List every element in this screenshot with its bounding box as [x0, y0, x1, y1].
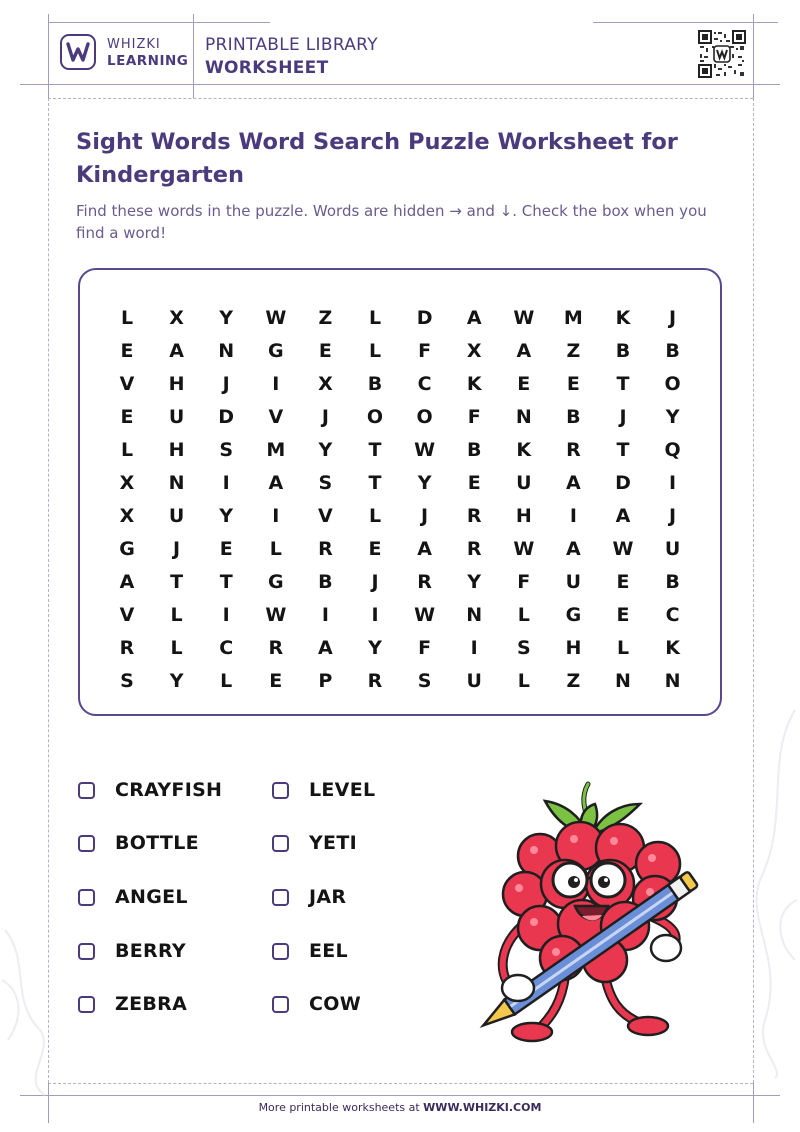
grid-letter: B [615, 340, 631, 362]
grid-letter: U [168, 406, 185, 428]
grid-letter: A [466, 307, 482, 329]
grid-letter: Y [219, 505, 234, 527]
grid-letter: N [615, 670, 631, 692]
grid-letter: V [119, 373, 135, 395]
grid-letter: T [170, 571, 184, 593]
raspberry-mascot-icon [470, 776, 720, 1056]
word-item[interactable] [78, 938, 186, 964]
grid-letter: E [318, 340, 332, 362]
grid-letter: I [272, 373, 280, 395]
grid-letter: F [467, 406, 481, 428]
grid-letter: B [466, 439, 482, 461]
grid-letter: B [318, 571, 333, 593]
grid-letter: T [368, 472, 382, 494]
grid-letter: K [665, 637, 680, 659]
brand-name-line1: WHIZKI [107, 37, 161, 52]
grid-letter: A [119, 571, 135, 593]
word-checkbox[interactable] [272, 996, 289, 1013]
whizki-w-logo-icon [66, 41, 90, 63]
grid-letter: E [368, 538, 382, 560]
grid-letter: J [669, 307, 677, 329]
grid-letter: F [418, 340, 432, 362]
grid-letter: L [616, 637, 630, 659]
word-label: BERRY [115, 940, 186, 962]
grid-letter: K [516, 439, 532, 461]
grid-letter: G [565, 604, 582, 626]
grid-letter: A [169, 340, 184, 362]
page-bottom-dashed-border [48, 1083, 753, 1084]
grid-letter: Y [219, 307, 234, 329]
whizki-logo [60, 34, 96, 70]
grid-letter: S [120, 670, 134, 692]
header-right-edge [753, 14, 754, 98]
word-checkbox[interactable] [272, 835, 289, 852]
grid-letter: Q [664, 439, 681, 461]
grid-letter: C [219, 637, 234, 659]
grid-letter: E [616, 571, 630, 593]
grid-letter: R [119, 637, 135, 659]
word-item[interactable] [78, 830, 199, 856]
grid-letter: K [615, 307, 631, 329]
header-left-edge [48, 14, 49, 98]
grid-letter: N [515, 406, 532, 428]
grid-letter: Y [417, 472, 432, 494]
header-divider [193, 14, 194, 98]
grid-letter: A [615, 505, 631, 527]
grid-letter: M [563, 307, 583, 329]
grid-letter: N [168, 472, 185, 494]
grid-letter: Z [318, 307, 333, 329]
word-checkbox[interactable] [78, 835, 95, 852]
word-label: YETI [309, 832, 357, 854]
word-item[interactable] [272, 938, 348, 964]
grid-letter: L [170, 637, 183, 659]
grid-letter: Y [318, 439, 333, 461]
grid-letter: H [168, 439, 185, 461]
grid-letter: X [318, 373, 333, 395]
qr-code-icon [698, 30, 746, 78]
worksheet-title: Sight Words Word Search Puzzle Worksheet for Kindergarten [76, 129, 678, 188]
grid-letter: D [615, 472, 631, 494]
grid-letter: E [517, 373, 531, 395]
grid-letter: U [664, 538, 681, 560]
grid-letter: W [414, 439, 436, 461]
grid-letter: Y [169, 670, 184, 692]
grid-letter: T [219, 571, 233, 593]
grid-letter: T [616, 373, 630, 395]
grid-letter: H [168, 373, 185, 395]
word-checkbox[interactable] [272, 889, 289, 906]
grid-letter: B [665, 340, 680, 362]
grid-letter: J [669, 505, 677, 527]
grid-letter: A [318, 637, 333, 659]
grid-letter: J [619, 406, 627, 428]
grid-letter: L [368, 340, 382, 362]
grid-letter: Z [566, 340, 581, 362]
grid-letter: Y [665, 406, 680, 428]
grid-letter: O [366, 406, 384, 428]
word-label: BOTTLE [115, 832, 199, 854]
word-item[interactable] [272, 991, 361, 1017]
word-label: CRAYFISH [115, 779, 223, 801]
grid-letter: L [517, 604, 530, 626]
grid-letter: L [220, 670, 233, 692]
word-checkbox[interactable] [78, 996, 95, 1013]
header-top-line-right [593, 22, 778, 23]
word-label: ZEBRA [115, 993, 188, 1015]
grid-letter: I [272, 505, 280, 527]
word-item[interactable] [78, 884, 188, 910]
word-item[interactable] [272, 777, 375, 803]
grid-letter: R [466, 538, 482, 560]
word-item[interactable] [78, 777, 222, 803]
grid-letter: I [470, 637, 478, 659]
grid-letter: G [119, 538, 135, 560]
header-bottom-line [20, 84, 780, 85]
grid-letter: J [421, 505, 429, 527]
grid-letter: I [321, 604, 329, 626]
word-label: ANGEL [115, 886, 188, 908]
grid-letter: J [321, 406, 329, 428]
grid-letter: I [222, 604, 230, 626]
word-checkbox[interactable] [78, 782, 95, 799]
grid-letter: B [566, 406, 581, 428]
grid-letter: R [566, 439, 581, 461]
grid-letter: U [168, 505, 185, 527]
grid-letter: I [222, 472, 230, 494]
grid-letter: W [265, 604, 287, 626]
grid-letter: S [219, 439, 234, 461]
grid-letter: S [417, 670, 432, 692]
grid-letter: S [516, 637, 531, 659]
grid-letter: A [268, 472, 284, 494]
grid-letter: E [219, 538, 233, 560]
grid-letter: T [368, 439, 382, 461]
grid-letter: F [517, 571, 531, 593]
grid-letter: K [466, 373, 482, 395]
grid-letter: E [269, 670, 283, 692]
grid-letter: A [566, 472, 581, 494]
word-checkbox[interactable] [78, 889, 95, 906]
word-item[interactable] [272, 830, 357, 856]
word-label: LEVEL [309, 779, 376, 801]
grid-letter: W [265, 307, 287, 329]
grid-letter: T [616, 439, 630, 461]
grid-letter: I [569, 505, 577, 527]
grid-letter: E [467, 472, 481, 494]
grid-letter: N [466, 604, 483, 626]
grid-letter: G [267, 340, 284, 362]
page-top-dashed-border [48, 98, 753, 99]
grid-letter: X [466, 340, 482, 362]
grid-letter: B [665, 571, 680, 593]
grid-letter: E [120, 406, 134, 428]
grid-letter: J [173, 538, 181, 560]
word-item[interactable] [272, 884, 346, 910]
grid-letter: R [367, 670, 383, 692]
grid-letter: X [119, 472, 135, 494]
grid-letter: A [417, 538, 432, 560]
grid-letter: U [516, 472, 532, 494]
grid-letter: W [612, 538, 634, 560]
grid-letter: L [269, 538, 282, 560]
grid-letter: W [513, 307, 535, 329]
footer-prefix: More printable worksheets at [258, 1101, 424, 1114]
grid-letter: F [418, 637, 432, 659]
grid-letter: D [218, 406, 235, 428]
grid-letter: V [119, 604, 135, 626]
grid-letter: I [371, 604, 379, 626]
grid-letter: Z [566, 670, 581, 692]
grid-letter: I [669, 472, 677, 494]
grid-letter: C [665, 604, 680, 626]
header-top-line [48, 22, 270, 23]
footer-text [0, 1101, 800, 1114]
grid-letter: C [417, 373, 432, 395]
grid-letter: L [120, 439, 134, 461]
grid-letter: S [318, 472, 333, 494]
word-checkbox[interactable] [78, 943, 95, 960]
grid-letter: R [417, 571, 432, 593]
grid-letter: W [414, 604, 436, 626]
grid-letter: V [268, 406, 284, 428]
grid-letter: E [120, 340, 134, 362]
grid-letter: A [516, 340, 532, 362]
grid-letter: G [267, 571, 284, 593]
brand-name-line2: LEARNING [107, 53, 189, 69]
grid-letter: L [120, 307, 134, 329]
footer-line [20, 1095, 780, 1096]
grid-letter: J [222, 373, 230, 395]
grid-letter: H [565, 637, 582, 659]
grid-letter: U [466, 670, 482, 692]
grid-letter: L [368, 505, 382, 527]
footer-site-link[interactable]: WWW.WHIZKI.COM [423, 1101, 542, 1114]
grid-letter: R [268, 637, 284, 659]
grid-letter: O [416, 406, 433, 428]
word-checkbox[interactable] [272, 782, 289, 799]
grid-letter: E [566, 373, 580, 395]
grid-letter: B [367, 373, 383, 395]
word-label: EEL [309, 940, 348, 962]
grid-letter: D [416, 307, 433, 329]
word-label: JAR [309, 886, 347, 908]
grid-letter: A [566, 538, 581, 560]
worksheet-label: WORKSHEET [205, 58, 329, 78]
grid-letter: X [169, 307, 184, 329]
word-label: COW [309, 993, 361, 1015]
word-search-grid [78, 268, 722, 716]
grid-letter: L [170, 604, 183, 626]
grid-letter: M [266, 439, 286, 461]
grid-letter: O [664, 373, 681, 395]
grid-letter: Y [467, 571, 482, 593]
grid-letter: J [371, 571, 379, 593]
background-sketch-right-icon [745, 700, 800, 1080]
grid-letter: U [565, 571, 582, 593]
word-checkbox[interactable] [272, 943, 289, 960]
grid-letter: E [616, 604, 630, 626]
grid-letter: R [466, 505, 482, 527]
grid-letter: R [318, 538, 333, 560]
grid-letter: N [664, 670, 681, 692]
background-sketch-left-icon [0, 920, 60, 1100]
grid-letter: L [368, 307, 382, 329]
grid-letter: W [513, 538, 535, 560]
library-label: PRINTABLE LIBRARY [205, 35, 378, 55]
grid-letter: P [318, 670, 333, 692]
grid-letter: H [515, 505, 532, 527]
grid-letter: V [318, 505, 333, 527]
grid-letter: L [517, 670, 530, 692]
grid-letter: N [218, 340, 235, 362]
worksheet-instructions: Find these words in the puzzle. Words are hidden → and ↓. Check the box when you find a word! [76, 202, 707, 242]
word-item[interactable] [78, 991, 187, 1017]
grid-letter: Y [368, 637, 382, 659]
grid-letter: X [119, 505, 135, 527]
